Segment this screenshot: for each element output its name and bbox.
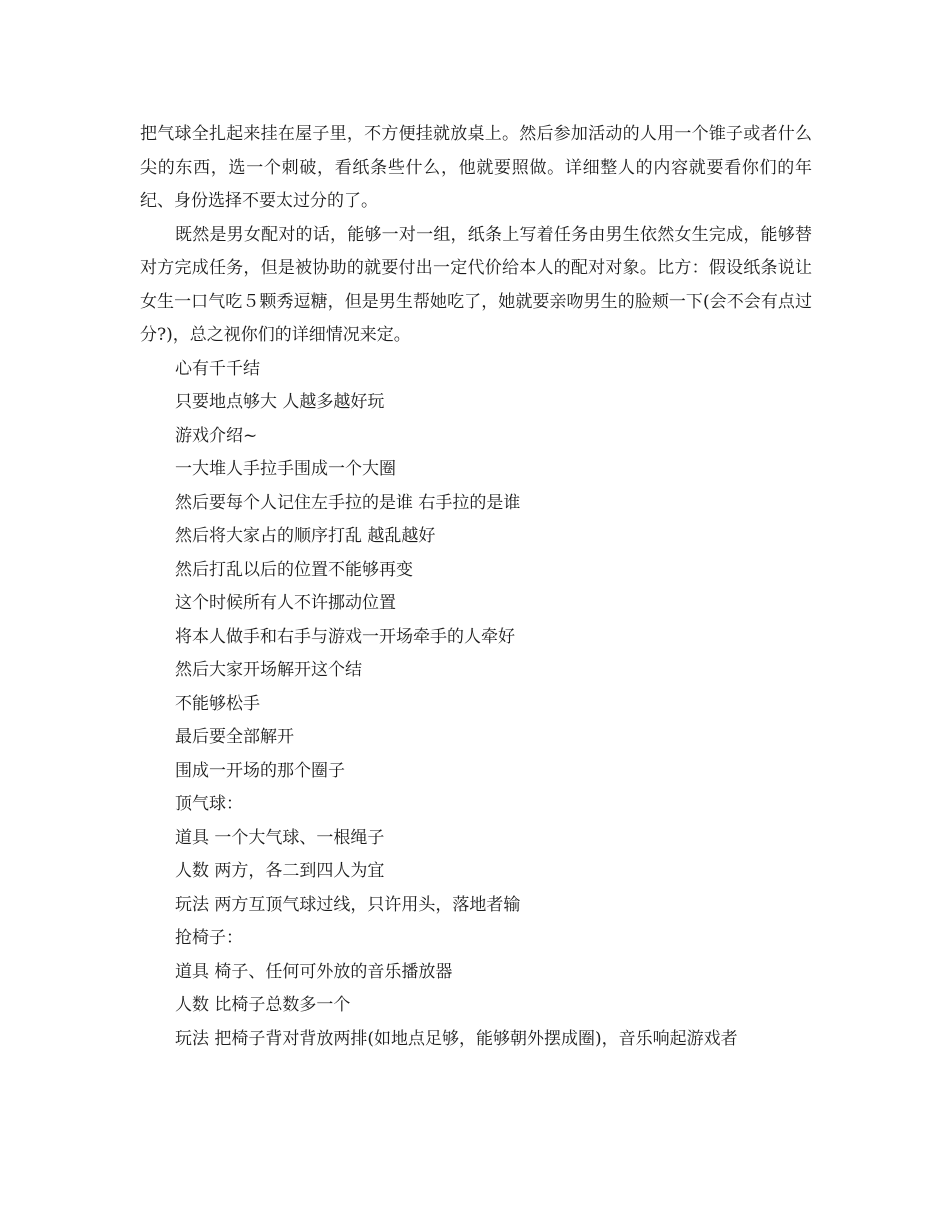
paragraph-pairing-rules: 既然是男女配对的话，能够一对一组，纸条上写着任务由男生依然女生完成，能够替对方完成任务，但是被协助的就要付出一定代价给本人的配对对象。比方：假设纸条说让女生一口气吃５颗秀逗糖，但是男生帮她吃了，她就要亲吻男生的脸颊一下(会不会有点过分?)，总之视你们的详细情况来定。 (140, 224, 812, 345)
text-line: 人数 两方，各二到四人为宜 (175, 861, 385, 881)
text-line: 心有千千结 (175, 358, 260, 379)
section-heading: 抢椅子： (175, 928, 243, 948)
text-line: 最后要全部解开 (175, 727, 294, 747)
text-line: 一大堆人手拉手围成一个大圈 (175, 459, 396, 479)
text-line: 然后大家开场解开这个结 (175, 660, 362, 680)
text-line: 道具 椅子、任何可外放的音乐播放器 (175, 961, 453, 982)
text-line: 然后打乱以后的位置不能够再变 (175, 559, 413, 580)
text-line: 然后要每个人记住左手拉的是谁 右手拉的是谁 (175, 492, 521, 513)
text-line: 玩法 把椅子背对背放两排(如地点足够，能够朝外摆成圈)，音乐响起游戏者 (175, 1028, 738, 1049)
text-line: 围成一开场的那个圈子 (175, 760, 345, 781)
text-line: 然后将大家占的顺序打乱 越乱越好 (175, 526, 436, 546)
text-line: 不能够松手 (175, 693, 260, 714)
section-heading: 顶气球： (175, 794, 243, 814)
text-line: 游戏介绍~ (175, 425, 258, 446)
paragraph-balloon-intro: 把气球全扎起来挂在屋子里，不方便挂就放桌上。然后参加活动的人用一个锥子或者什么尖的东西，选一个刺破，看纸条些什么，他就要照做。详细整人的内容就要看你们的年纪、身份选择不要太过分的了。 (140, 124, 812, 211)
text-line: 将本人做手和右手与游戏一开场牵手的人牵好 (175, 626, 515, 647)
text-line: 这个时候所有人不许挪动位置 (175, 593, 396, 613)
text-line: 人数 比椅子总数多一个 (175, 995, 351, 1015)
text-line: 道具 一个大气球、一根绳子 (175, 827, 385, 848)
text-line: 玩法 两方互顶气球过线，只许用头，落地者输 (175, 894, 521, 915)
document-page (140, 118, 812, 1056)
text-line: 只要地点够大 人越多越好玩 (175, 392, 385, 412)
